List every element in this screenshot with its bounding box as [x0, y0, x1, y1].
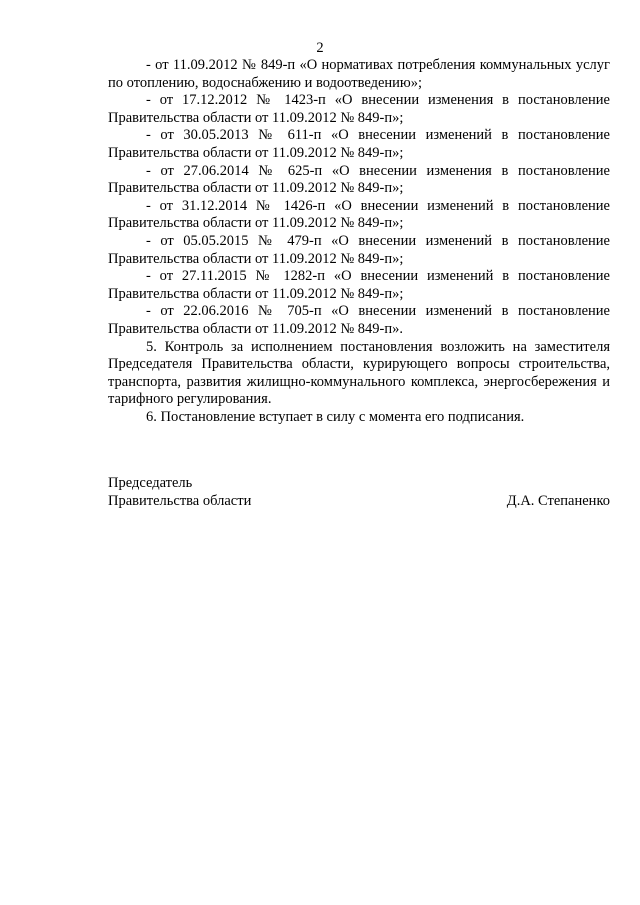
- signatory-name: Д.А. Степаненко: [506, 492, 610, 509]
- list-item-resolution-625: - от 27.06.2014 № 625-п «О внесении изменения в постановление Правительства области от 11.09.2012 № 849-п»;: [108, 162, 610, 197]
- signature-block: [108, 475, 610, 510]
- document-body: [108, 57, 610, 426]
- list-item-resolution-611: - от 30.05.2013 № 611-п «О внесении изменений в постановление Правительства области от 11.09.2012 № 849-п»;: [108, 127, 610, 161]
- signature-line: [108, 493, 610, 511]
- list-item-resolution-849: - от 11.09.2012 № 849-п «О нормативах потребления коммунальных услуг по отоплению, водоснабжению и водоотведению»;: [108, 57, 610, 91]
- list-item-resolution-1426: - от 31.12.2014 № 1426-п «О внесении изменений в постановление Правительства области от 11.09.2012 № 849-п»;: [108, 197, 610, 232]
- page-number: 2: [316, 40, 324, 56]
- list-item-resolution-1423: - от 17.12.2012 № 1423-п «О внесении изменения в постановление Правительства области от 11.09.2012 № 849-п»;: [108, 92, 610, 126]
- list-item-resolution-705: - от 22.06.2016 № 705-п «О внесении изменений в постановление Правительства области от 11.09.2012 № 849-п».: [108, 303, 610, 337]
- signatory-title-line1: Председатель: [108, 475, 193, 491]
- clause-6-effective: 6. Постановление вступает в силу с момента его подписания.: [146, 408, 525, 425]
- list-item-resolution-1282: - от 27.11.2015 № 1282-п «О внесении изменений в постановление Правительства области от 11.09.2012 № 849-п»;: [108, 268, 610, 302]
- signatory-title-line2: Правительства области: [108, 492, 252, 509]
- clause-5-control: 5. Контроль за исполнением постановления возложить на заместителя Председателя Правительства области, курирующего вопросы строительства, транспорта, развития жилищно-коммунального комплекса, энергосбережения и тарифного регулирования.: [108, 338, 610, 408]
- list-item-resolution-479: - от 05.05.2015 № 479-п «О внесении изменений в постановление Правительства области от 11.09.2012 № 849-п»;: [108, 232, 610, 267]
